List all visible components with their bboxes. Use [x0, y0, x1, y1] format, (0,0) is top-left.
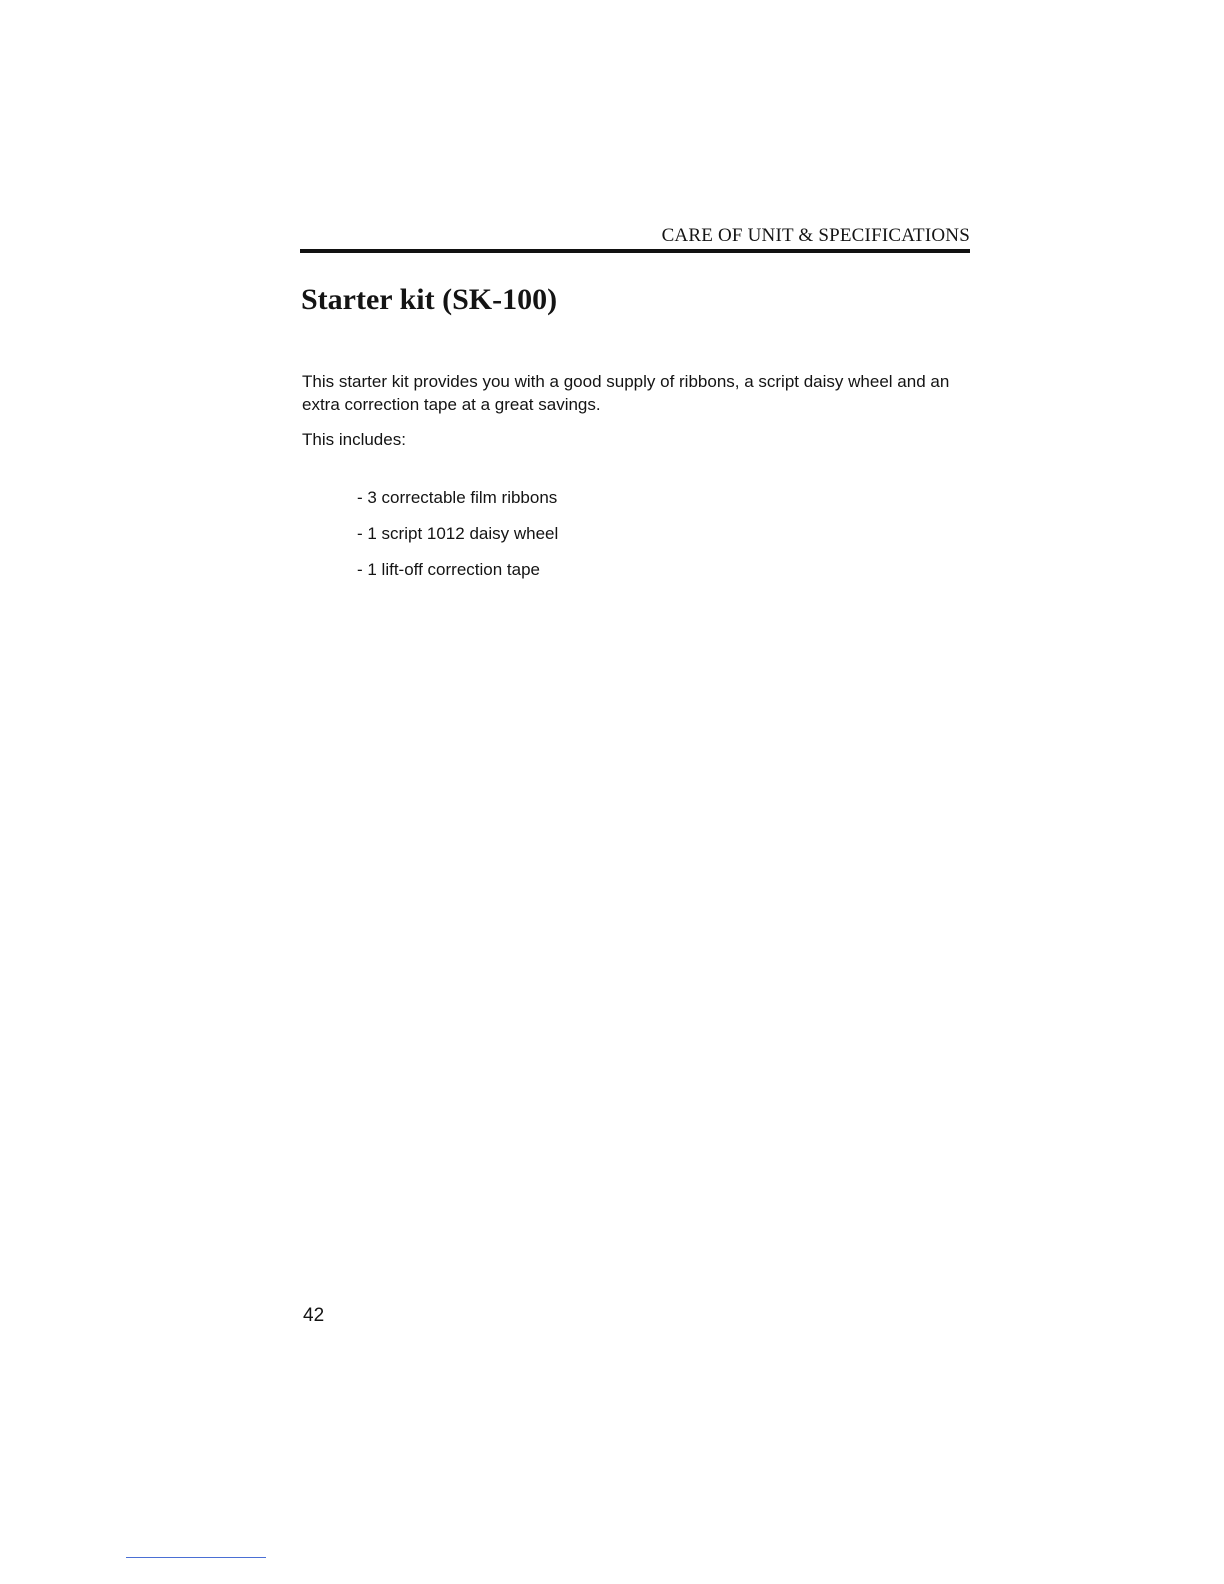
page-number: 42	[303, 1305, 325, 1326]
running-head: CARE OF UNIT & SPECIFICATIONS	[661, 225, 970, 246]
section-title: Starter kit (SK-100)	[301, 283, 558, 316]
includes-label: This includes:	[302, 430, 406, 449]
header-rule	[300, 249, 970, 253]
list-item: - 1 lift-off correction tape	[357, 560, 540, 579]
kit-contents-list	[357, 486, 558, 594]
list-item: - 3 correctable film ribbons	[357, 488, 558, 507]
intro-paragraph: This starter kit provides you with a good supply of ribbons, a script daisy wheel and an extra correction tape at a great savings.	[302, 372, 950, 414]
footer-divider	[126, 1557, 266, 1558]
list-item: - 1 script 1012 daisy wheel	[357, 524, 559, 543]
